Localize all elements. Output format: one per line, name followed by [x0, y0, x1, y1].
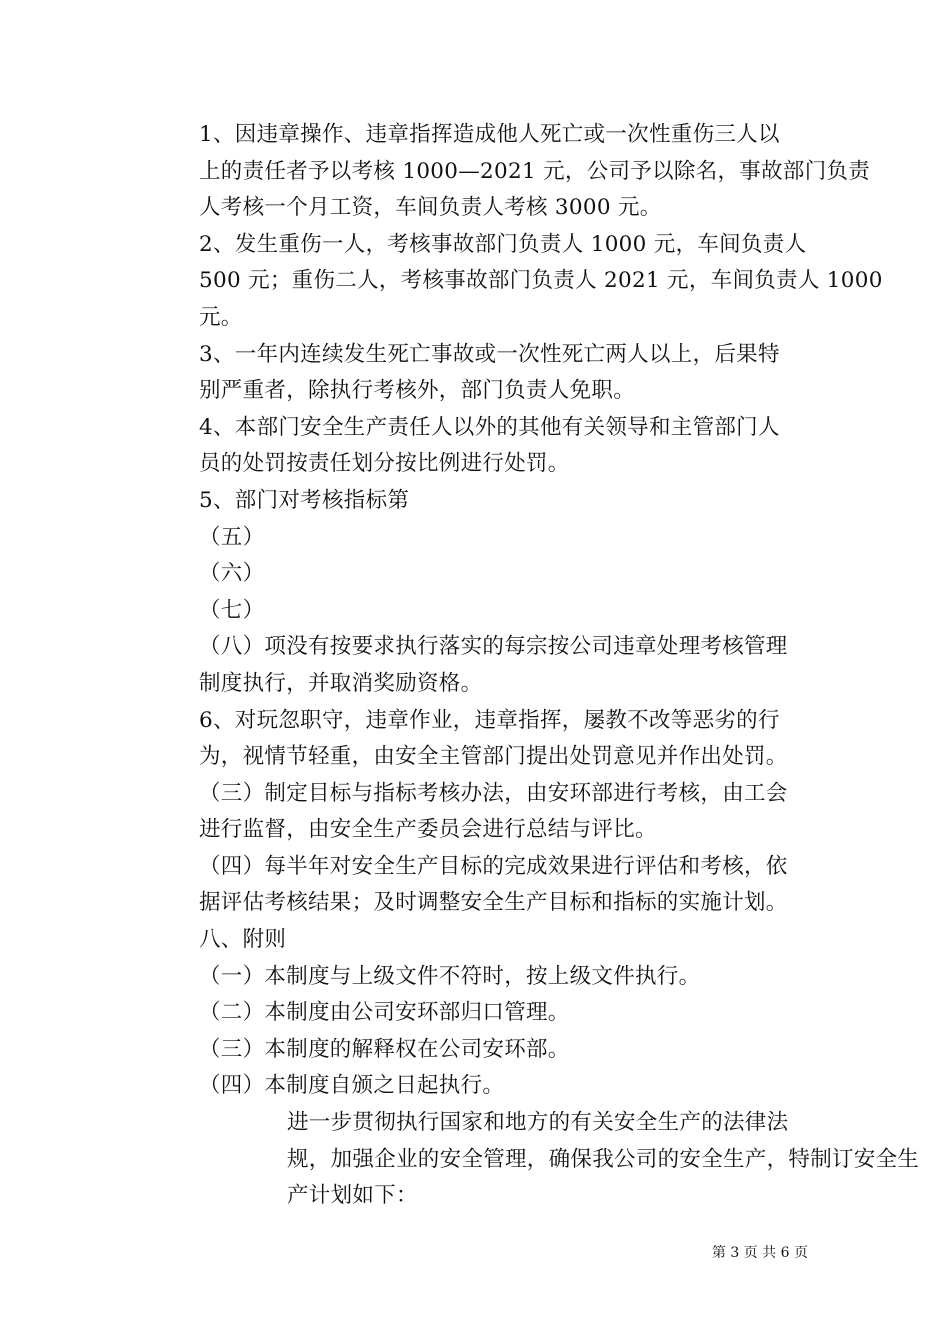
text-line: （六）: [199, 561, 265, 587]
paragraph-plan-intro: [145, 1105, 920, 1215]
paragraph-2: [145, 227, 883, 337]
text-line: 制度执行，并取消奖励资格。: [199, 670, 483, 696]
text-line: 规，加强企业的安全管理，确保我公司的安全生产，特制订安全生: [287, 1146, 920, 1172]
paragraph-1: [145, 117, 871, 227]
text-line: （七）: [199, 597, 265, 623]
text-line: 产计划如下：: [287, 1183, 418, 1209]
paragraph-section-3: [145, 776, 810, 849]
text-line: 3、一年内连续发生死亡事故或一次性死亡两人以上，后果特: [199, 341, 780, 367]
text-line: （三）本制度的解释权在公司安环部。: [199, 1036, 570, 1062]
text-line: 上的责任者予以考核 1000—2021 元，公司予以除名，事故部门负责: [199, 158, 871, 184]
paragraph-4: [145, 410, 810, 483]
text-line: （二）本制度由公司安环部归口管理。: [199, 1000, 570, 1026]
text-line: 1、因违章操作、违章指挥造成他人死亡或一次性重伤三人以: [199, 122, 780, 147]
paragraph-item-5: [145, 520, 810, 557]
text-line: 八、附则: [199, 927, 287, 953]
text-line: 5、部门对考核指标第: [199, 487, 410, 513]
paragraph-3: [145, 337, 810, 410]
paragraph-item-6: [145, 556, 810, 593]
page-number: 第 3 页 共 6 页: [711, 1245, 808, 1261]
text-line: （一）本制度与上级文件不符时，按上级文件执行。: [199, 963, 701, 989]
text-line: 进行监督，由安全生产委员会进行总结与评比。: [199, 817, 657, 843]
text-line: （四）本制度自颁之日起执行。: [199, 1073, 505, 1099]
paragraph-5: [145, 483, 810, 520]
text-line: 500 元；重伤二人，考核事故部门负责人 2021 元，车间负责人 1000: [199, 268, 883, 294]
text-line: 6、对玩忽职守，违章作业，违章指挥，屡教不改等恶劣的行: [199, 707, 780, 733]
text-line: （四）每半年对安全生产目标的完成效果进行评估和考核，依: [199, 853, 788, 879]
document-body: [145, 117, 920, 1215]
text-line: 员的处罚按责任划分按比例进行处罚。: [199, 451, 570, 477]
text-line: 元。: [199, 304, 243, 330]
section-heading-appendix: [145, 922, 810, 959]
appendix-item-2: [145, 995, 810, 1032]
text-line: （五）: [199, 524, 265, 550]
text-line: （三）制定目标与指标考核办法，由安环部进行考核，由工会: [199, 780, 788, 806]
text-line: 4、本部门安全生产责任人以外的其他有关领导和主管部门人: [199, 414, 780, 440]
text-line: 为，视情节轻重，由安全主管部门提出处罚意见并作出处罚。: [199, 744, 788, 770]
paragraph-item-8: [145, 629, 810, 702]
text-line: 人考核一个月工资，车间负责人考核 3000 元。: [199, 195, 662, 221]
paragraph-6: [145, 703, 810, 776]
appendix-item-1: [145, 959, 810, 996]
text-line: 进一步贯彻执行国家和地方的有关安全生产的法律法: [287, 1110, 789, 1136]
text-line: 2、发生重伤一人，考核事故部门负责人 1000 元，车间负责人: [199, 231, 807, 257]
text-line: 别严重者，除执行考核外，部门负责人免职。: [199, 378, 636, 404]
appendix-item-3: [145, 1032, 810, 1069]
text-line: 据评估考核结果；及时调整安全生产目标和指标的实施计划。: [199, 890, 788, 916]
appendix-item-4: [145, 1068, 810, 1105]
paragraph-section-4: [145, 849, 810, 922]
paragraph-item-7: [145, 593, 810, 630]
text-line: （八）项没有按要求执行落实的每宗按公司违章处理考核管理: [199, 634, 788, 660]
